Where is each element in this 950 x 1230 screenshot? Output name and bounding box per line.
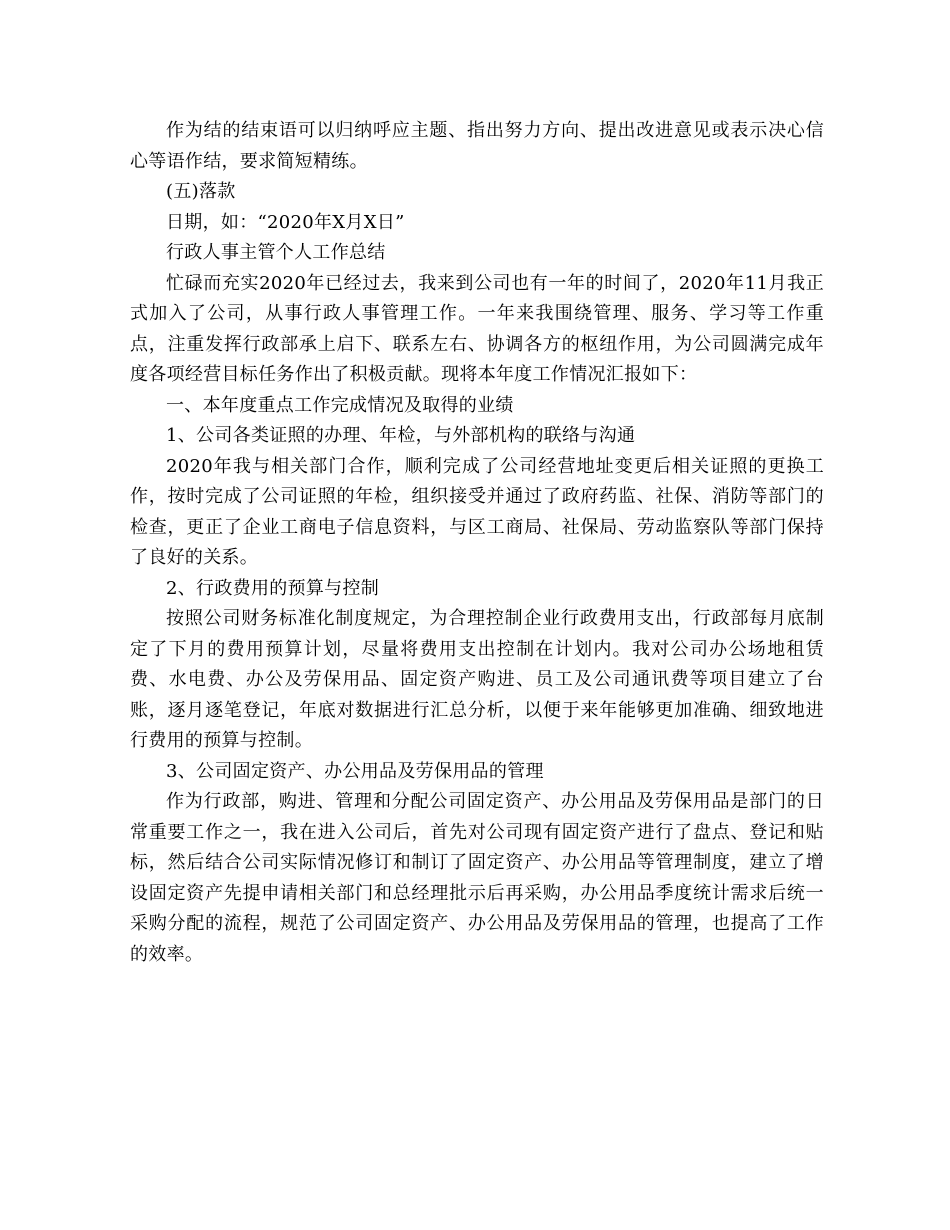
section-heading-signature: (五)落款 bbox=[166, 181, 236, 202]
document-title: 行政人事主管个人工作总结 bbox=[166, 242, 386, 263]
document-body bbox=[130, 116, 824, 970]
budget-paragraph: 按照公司财务标准化制度规定，为合理控制企业行政费用支出，行政部每月底制定了下月的费用预算计划，尽量将费用支出控制在计划内。我对公司办公场地租赁费、水电费、办公及劳保用品、固定资产购进、员工及公司通讯费等项目建立了台账，逐月逐笔登记，年底对数据进行汇总分析，以便于来年能够更加准确、细致地进行费用的预算与控制。 bbox=[130, 608, 824, 751]
section-heading-achievements: 一、本年度重点工作完成情况及取得的业绩 bbox=[166, 394, 514, 416]
subheading-licenses: 1、公司各类证照的办理、年检，与外部机构的联络与沟通 bbox=[166, 425, 636, 446]
subheading-budget: 2、行政费用的预算与控制 bbox=[166, 577, 380, 599]
licenses-paragraph: 2020年我与相关部门合作，顺利完成了公司经营地址变更后相关证照的更换工作，按时完成了公司证照的年检，组织接受并通过了政府药监、社保、消防等部门的检查，更正了企业工商电子信息资料，与区工商局、社保局、劳动监察队等部门保持了良好的关系。 bbox=[130, 455, 824, 568]
date-example-line: 日期，如：“2020年X月X日” bbox=[166, 211, 405, 233]
subheading-assets: 3、公司固定资产、办公用品及劳保用品的管理 bbox=[166, 760, 544, 782]
intro-paragraph: 忙碌而充实2020年已经过去，我来到公司也有一年的时间了，2020年11月我正式加入了公司，从事行政人事管理工作。一年来我围绕管理、服务、学习等工作重点，注重发挥行政部承上启下、联系左右、协调各方的枢纽作用，为公司圆满完成年度各项经营目标任务作出了积极贡献。现将本年度工作情况汇报如下： bbox=[130, 272, 824, 385]
closing-remarks-paragraph: 作为结的结束语可以归纳呼应主题、指出努力方向、提出改进意见或表示决心信心等语作结，要求简短精练。 bbox=[130, 120, 824, 172]
assets-paragraph: 作为行政部，购进、管理和分配公司固定资产、办公用品及劳保用品是部门的日常重要工作之一，我在进入公司后，首先对公司现有固定资产进行了盘点、登记和贴标，然后结合公司实际情况修订和制订了固定资产、办公用品等管理制度，建立了增设固定资产先提申请相关部门和总经理批示后再采购，办公用品季度统计需求后统一采购分配的流程，规范了公司固定资产、办公用品及劳保用品的管理，也提高了工作的效率。 bbox=[130, 791, 824, 965]
